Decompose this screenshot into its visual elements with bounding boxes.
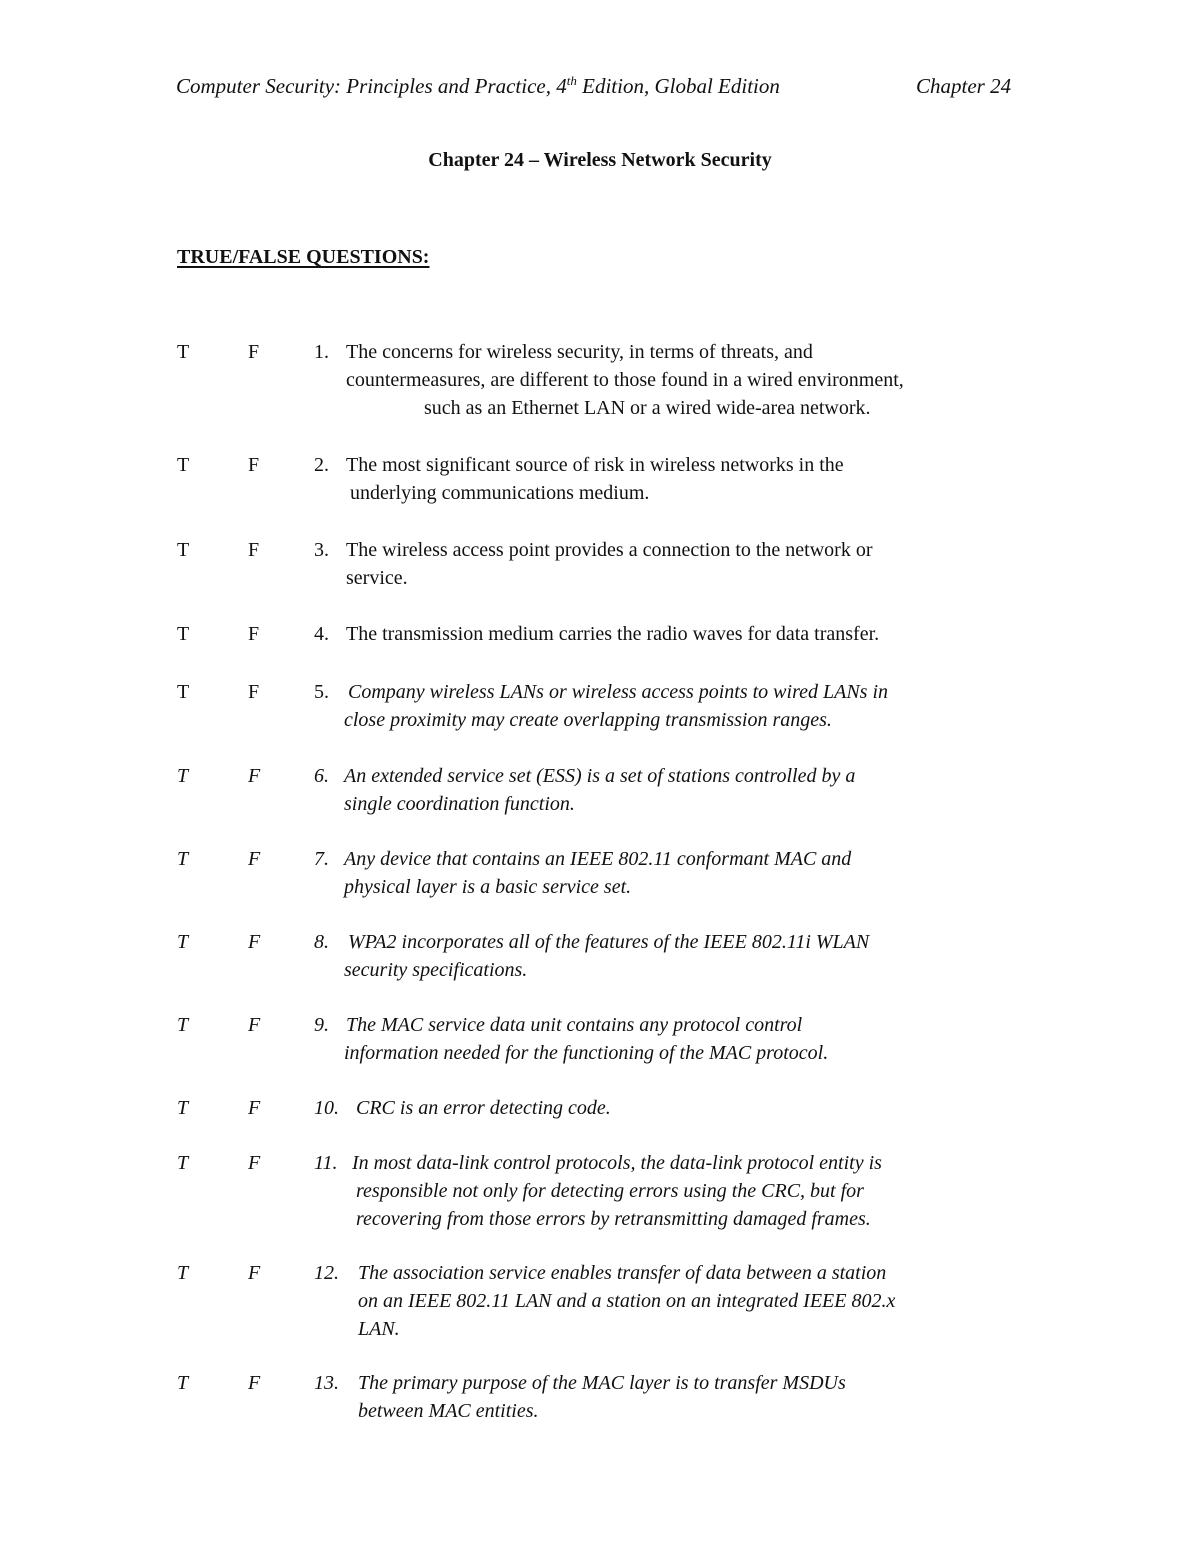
question-item [0, 1369, 1200, 1425]
question-text-line: The primary purpose of the MAC layer is to transfer MSDUs [358, 1372, 846, 1394]
question-text-line: Company wireless LANs or wireless access points to wired LANs in [348, 681, 889, 703]
question-text-line: WPA2 incorporates all of the features of the IEEE 802.11i WLAN [348, 931, 870, 953]
false-option[interactable]: F [248, 341, 260, 363]
false-option[interactable]: F [248, 765, 261, 787]
question-item [0, 1259, 1200, 1343]
true-option[interactable]: T [177, 623, 190, 645]
question-text-line: countermeasures, are different to those found in a wired environment, [346, 369, 904, 391]
question-number: 2. [314, 454, 329, 476]
false-option[interactable]: F [248, 1014, 261, 1036]
question-item [0, 928, 1200, 984]
question-item [0, 762, 1200, 818]
question-number: 11. [314, 1152, 338, 1174]
question-number: 12. [314, 1262, 339, 1284]
false-option[interactable]: F [248, 1262, 261, 1284]
question-text-line: such as an Ethernet LAN or a wired wide-area network. [424, 397, 871, 419]
question-text-line: service. [346, 567, 408, 589]
question-number: 7. [314, 848, 329, 870]
question-item [0, 536, 1200, 592]
false-option[interactable]: F [248, 1372, 261, 1394]
question-text-line: An extended service set (ESS) is a set of stations controlled by a [344, 765, 856, 787]
false-option[interactable]: F [248, 681, 260, 703]
question-text-line: CRC is an error detecting code. [356, 1097, 611, 1119]
question-text-line: In most data-link control protocols, the data-link protocol entity is [352, 1152, 882, 1174]
question-number: 1. [314, 341, 329, 363]
question-item [0, 678, 1200, 734]
question-item [0, 338, 1200, 422]
question-text-line: The most significant source of risk in wireless networks in the [346, 454, 844, 476]
question-number: 10. [314, 1097, 339, 1119]
false-option[interactable]: F [248, 623, 260, 645]
question-item [0, 845, 1200, 901]
question-text-line: physical layer is a basic service set. [344, 876, 632, 898]
question-text-line: LAN. [358, 1318, 400, 1340]
true-option[interactable]: T [177, 454, 190, 476]
question-text-line: underlying communications medium. [350, 482, 650, 504]
question-text-line: on an IEEE 802.11 LAN and a station on an integrated IEEE 802.x [358, 1290, 896, 1312]
true-option[interactable]: T [177, 765, 189, 787]
question-number: 9. [314, 1014, 329, 1036]
true-option[interactable]: T [177, 1152, 189, 1174]
question-number: 8. [314, 931, 329, 953]
question-text-line: close proximity may create overlapping transmission ranges. [344, 709, 832, 731]
header-chapter-label: Chapter 24 [916, 74, 1012, 98]
question-text-line: responsible not only for detecting errors using the CRC, but for [356, 1180, 864, 1202]
question-text-line: The transmission medium carries the radio waves for data transfer. [346, 623, 880, 645]
book-title-main: Computer Security: Principles and Practice, 4 [176, 74, 567, 98]
question-text-line: single coordination function. [344, 793, 575, 815]
true-option[interactable]: T [177, 1014, 189, 1036]
true-option[interactable]: T [177, 539, 190, 561]
question-item [0, 620, 1200, 648]
question-number: 13. [314, 1372, 339, 1394]
question-text-line: The association service enables transfer of data between a station [358, 1262, 887, 1284]
false-option[interactable]: F [248, 1152, 261, 1174]
question-text-line: The wireless access point provides a connection to the network or [346, 539, 873, 561]
chapter-title: Chapter 24 – Wireless Network Security [428, 149, 772, 171]
question-text-line: between MAC entities. [358, 1400, 539, 1422]
book-title-edition: Edition, Global Edition [576, 74, 780, 98]
true-option[interactable]: T [177, 1372, 189, 1394]
question-item [0, 451, 1200, 507]
question-number: 3. [314, 539, 329, 561]
false-option[interactable]: F [248, 848, 261, 870]
edition-ordinal-suffix: th [566, 73, 577, 88]
true-option[interactable]: T [177, 848, 189, 870]
question-number: 5. [314, 681, 329, 703]
true-option[interactable]: T [177, 931, 189, 953]
false-option[interactable]: F [248, 931, 261, 953]
true-option[interactable]: T [177, 341, 190, 363]
book-title [176, 72, 780, 100]
question-item [0, 1094, 1200, 1122]
question-item [0, 1011, 1200, 1067]
true-option[interactable]: T [177, 1262, 189, 1284]
section-heading: TRUE/FALSE QUESTIONS: [177, 246, 430, 268]
question-text-line: Any device that contains an IEEE 802.11 conformant MAC and [344, 848, 852, 870]
question-text-line: security specifications. [344, 959, 528, 981]
question-text-line: The concerns for wireless security, in terms of threats, and [346, 341, 813, 363]
question-item [0, 1149, 1200, 1233]
false-option[interactable]: F [248, 539, 260, 561]
true-option[interactable]: T [177, 681, 190, 703]
question-number: 4. [314, 623, 329, 645]
question-text-line: The MAC service data unit contains any protocol control [346, 1014, 803, 1036]
true-option[interactable]: T [177, 1097, 189, 1119]
question-text-line: recovering from those errors by retransmitting damaged frames. [356, 1208, 871, 1230]
false-option[interactable]: F [248, 1097, 261, 1119]
question-number: 6. [314, 765, 329, 787]
question-text-line: information needed for the functioning of the MAC protocol. [344, 1042, 829, 1064]
false-option[interactable]: F [248, 454, 260, 476]
